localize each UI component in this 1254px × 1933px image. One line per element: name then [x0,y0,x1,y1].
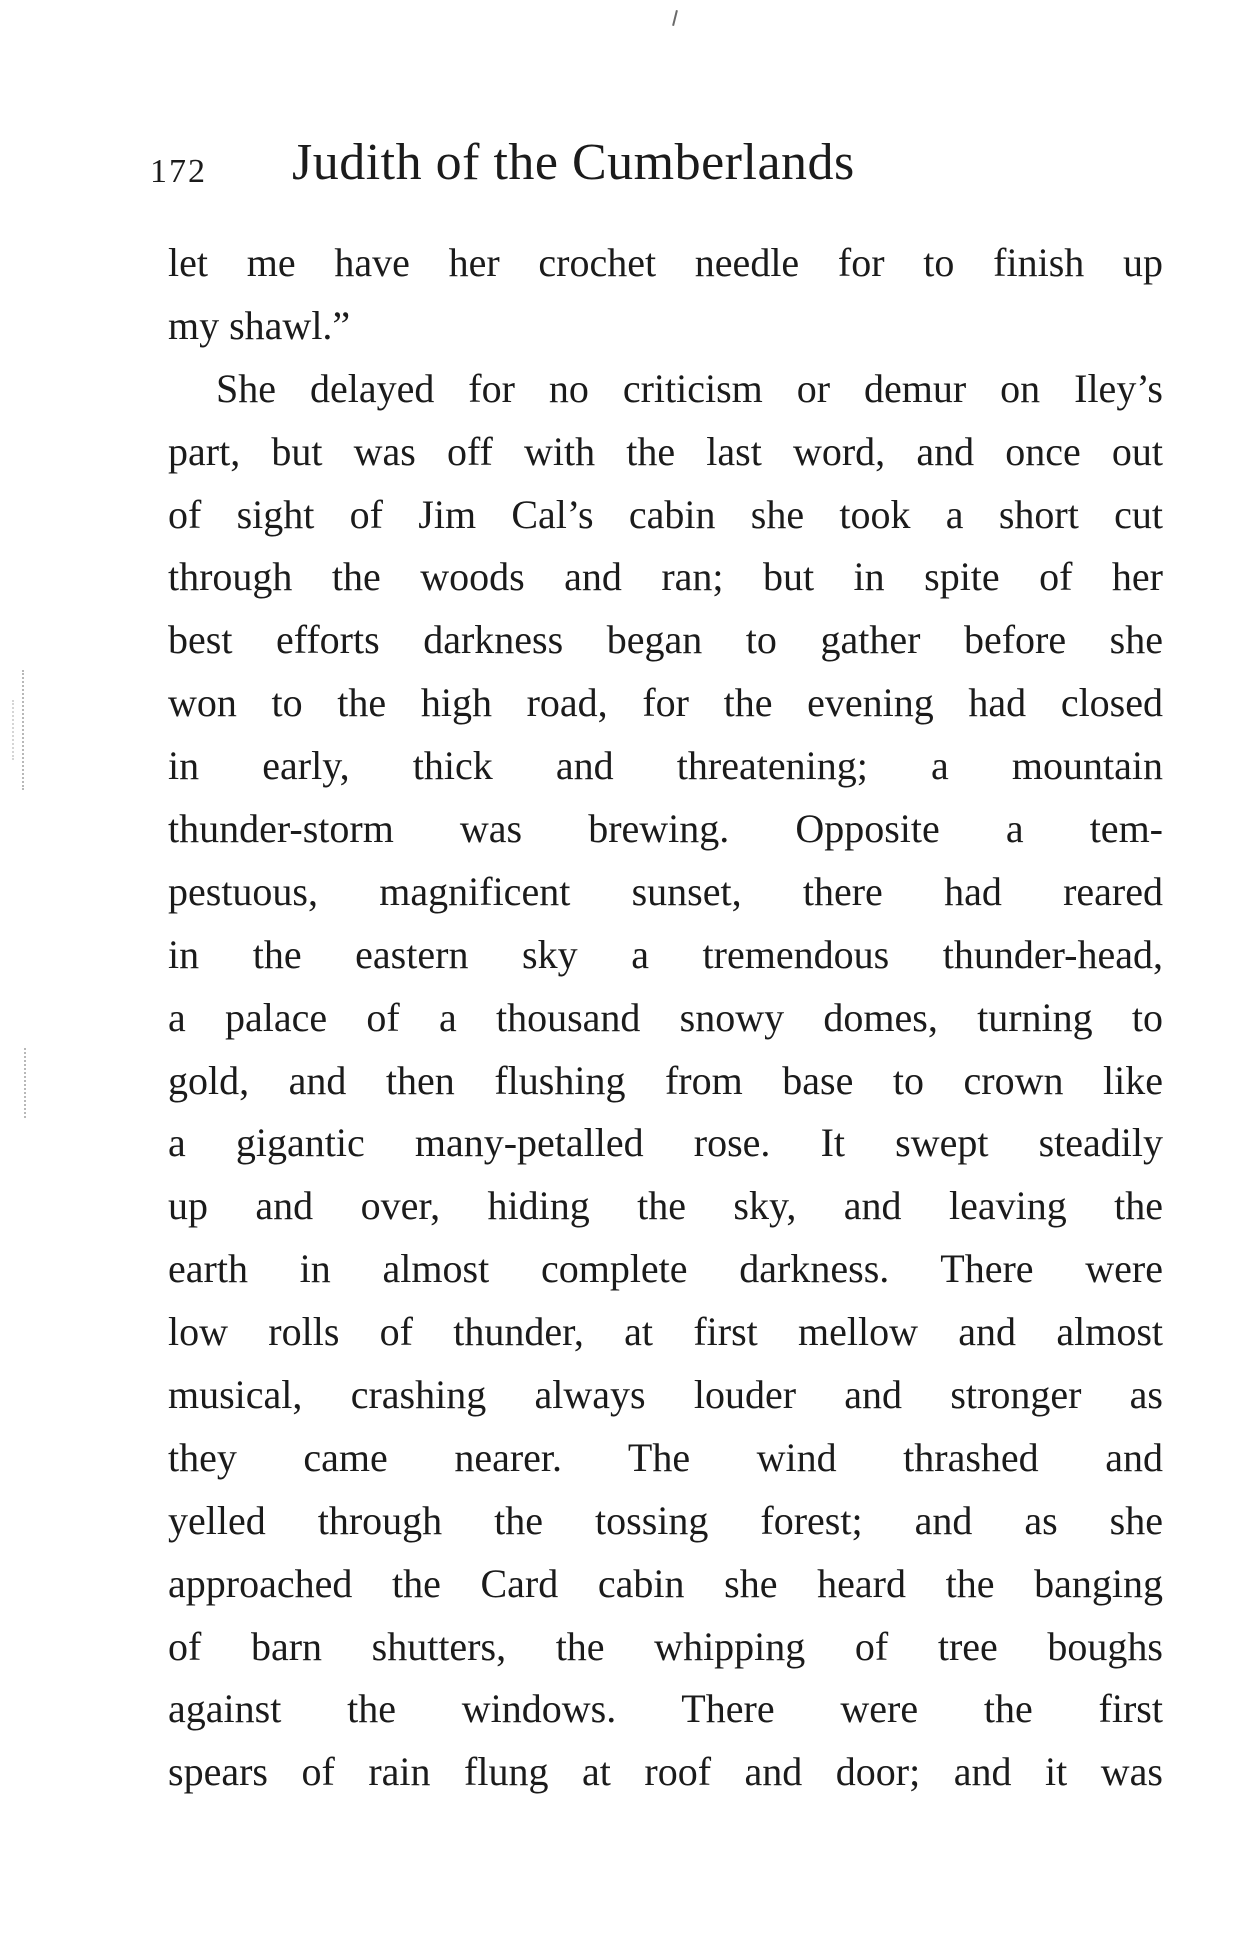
body-text [168,232,1163,1804]
text-line: in early, thick and threatening; a mountain [168,743,1163,789]
text-line: gold, and then flushing from base to crown like [168,1057,1163,1103]
book-title: Judith of the Cumberlands [292,134,855,191]
text-line: spears of rain flung at roof and door; and it was [168,1749,1163,1795]
text-line: in the eastern sky a tremendous thunder-head, [168,931,1163,977]
text-line: won to the high road, for the evening had closed [168,680,1163,726]
text-line: through the woods and ran; but in spite of her [168,554,1163,600]
text-line: they came nearer. The wind thrashed and [168,1434,1163,1480]
text-line: of sight of Jim Cal’s cabin she took a short cut [168,491,1163,537]
scan-artifact [12,700,14,760]
paragraph-first-line: She delayed for no criticism or demur on Iley’s [216,365,1163,411]
text-line: a palace of a thousand snowy domes, turning to [168,994,1163,1040]
text-line: approached the Card cabin she heard the banging [168,1560,1163,1606]
text-line: low rolls of thunder, at first mellow and almost [168,1309,1163,1355]
text-line: thunder-storm was brewing. Opposite a tem- [168,806,1163,852]
scan-speck [672,10,678,26]
text-line: yelled through the tossing forest; and as she [168,1497,1163,1543]
text-line: up and over, hiding the sky, and leaving the [168,1183,1163,1229]
text-line: earth in almost complete darkness. There were [168,1246,1163,1292]
page-number: 172 [150,153,207,190]
scan-artifact [22,670,24,790]
text-line: of barn shutters, the whipping of tree boughs [168,1623,1163,1669]
text-line: a gigantic many-petalled rose. It swept steadily [168,1120,1163,1166]
text-line: musical, crashing always louder and stronger as [168,1372,1163,1418]
scan-artifact [24,1048,26,1118]
text-line: against the windows. There were the first [168,1686,1163,1732]
text-line: pestuous, magnificent sunset, there had reared [168,868,1163,914]
text-line: part, but was off with the last word, and once out [168,428,1163,474]
text-line: let me have her crochet needle for to finish up [168,240,1163,285]
text-line: best efforts darkness began to gather before she [168,617,1163,663]
running-head [150,125,1050,195]
text-line: my shawl.” [168,302,351,348]
